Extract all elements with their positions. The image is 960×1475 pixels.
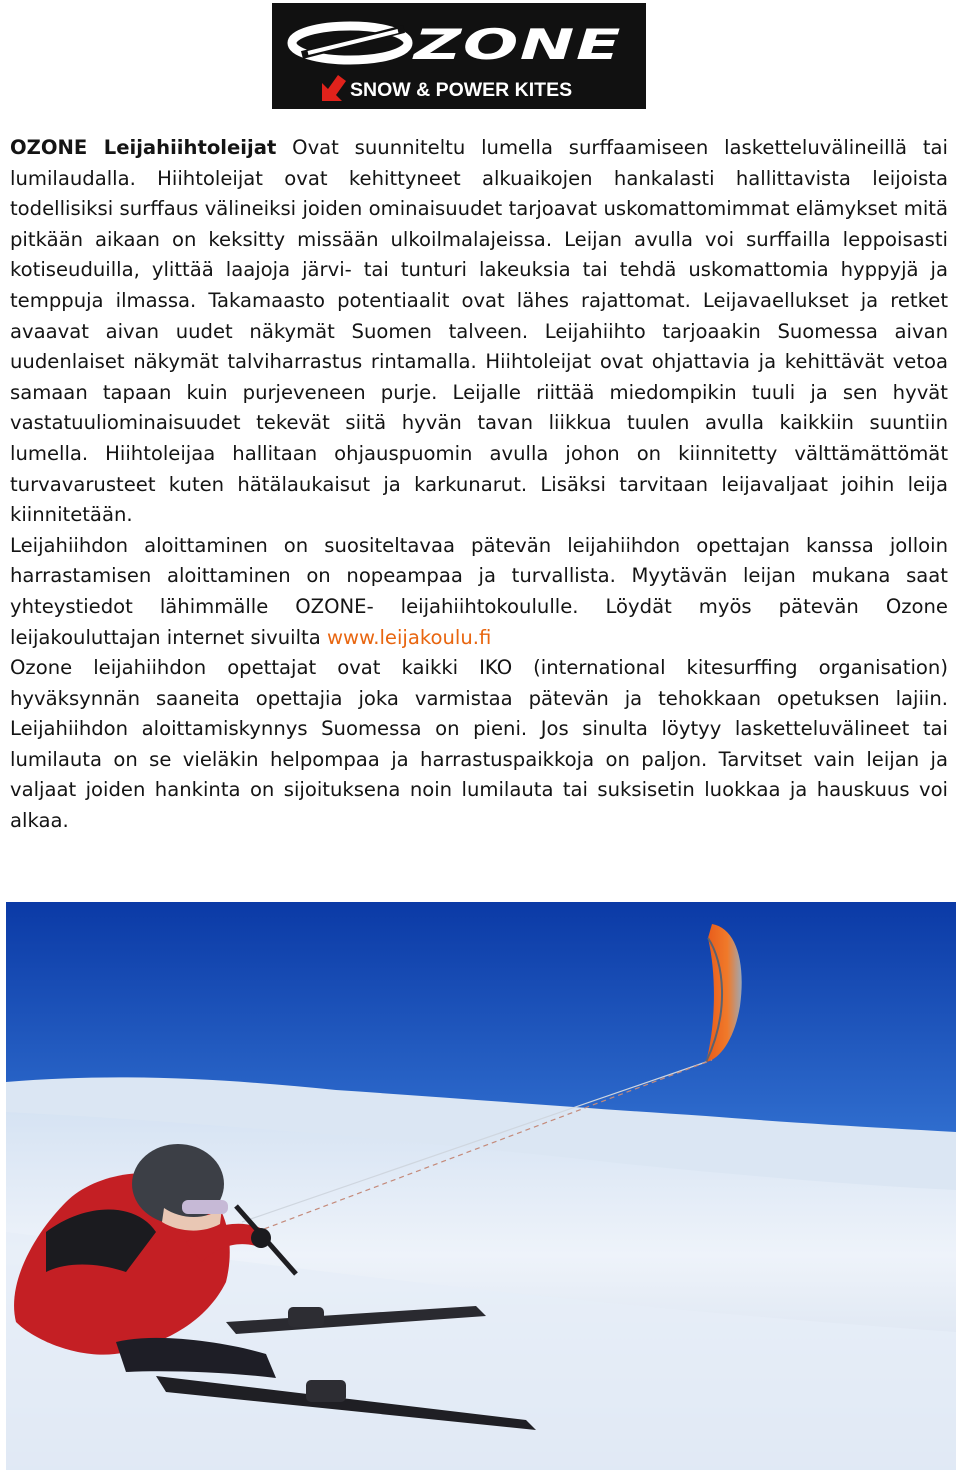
paragraph-intro xyxy=(10,133,948,531)
logo-tagline: SNOW & POWER KITES xyxy=(350,79,573,101)
goggles xyxy=(182,1200,228,1214)
kite-skier-photo xyxy=(6,902,956,1470)
paragraph-lessons xyxy=(10,531,948,653)
ozone-logo-graphic xyxy=(272,3,646,109)
logo-wordmark: ZONE xyxy=(410,20,622,69)
kite-skier-illustration xyxy=(6,902,956,1470)
paragraph-instructors: Ozone leijahiihdon opettajat ovat kaikki IKO (international kitesurffing organisation) hyväksynnän saaneita opettajia joka varmistaa pätevän ja tehokkaan opetuksen lajiin. Leijahiihdon aloittamiskynnys Suomessa on pieni. Jos sinulta löytyy lasketteluvälineet tai lumilauta on se vieläkin helpompaa ja harrastuspaikkoja on paljon. Tarvitset vain leijan ja valjaat joiden hankinta on sijoituksena noin lumilauta tai suksisetin luokkaa ja hauskuus voi alkaa. xyxy=(10,656,948,833)
paragraph-lessons-text: Leijahiihdon aloittaminen on suositeltavaa pätevän leijahiihdon opettajan kanssa jolloin harrastamisen aloittaminen on nopeampaa ja turvallista. Myytävän leijan mukana saat yhteystiedot lähimmälle OZONE- leijahiihtokoululle. Löydät myös pätevän Ozone leijakouluttajan internet sivuilta xyxy=(10,533,948,649)
article-lead: OZONE Leijahiihtoleijat xyxy=(10,136,277,159)
article-body xyxy=(10,133,948,837)
leijakoulu-link[interactable]: www.leijakoulu.fi xyxy=(326,625,492,649)
ozone-logo xyxy=(272,3,646,109)
paragraph-intro-text: Ovat suunniteltu lumella surffaamiseen lasketteluvälineillä tai lumilaudalla. Hiihtoleijat ovat kehittyneet alkuaikojen hankalasti hallittavista leijoista todellisiksi surffaus välineiksi joiden ominaisuudet tarjoavat uskomattomimmat elämykset mitä pitkään aikaan on keksitty missään ulkoilmalajeissa. Leijan avulla voi surffailla leppoisasti kotiseuduilla, ylittää laajoja järvi- tai tunturi lakeuksia tai tehdä uskomattomia hyppyjä ja temppuja ilmassa. Takamaasto potentiaalit ovat lähes rajattomat. Leijavaellukset ja retket avaavat aivan uudet näkymät Suomen talveen. Leijahiihto tarjoaakin Suomessa aivan uudenlaiset näkymät talviharrastus rintamalla. Hiihtoleijat ovat ohjattavia ja kehittävät vetoa samaan tapaan kuin purjeveneen purje. Leijalle riittää miedompikin tuuli ja sen hyvät vastatuuliominaisuudet tekevät siitä hyvän tavan liikkua tuulen avulla kaikkiin suuntiin lumella. Hiihtoleijaa hallitaan ohjauspuomin avulla johon on kiinnitetty välttämättömät turvavarusteet kuten hätälaukaisut ja karkunarut. Lisäksi tarvitaan leijavaljaat joihin leija kiinnitetään. xyxy=(10,136,948,527)
